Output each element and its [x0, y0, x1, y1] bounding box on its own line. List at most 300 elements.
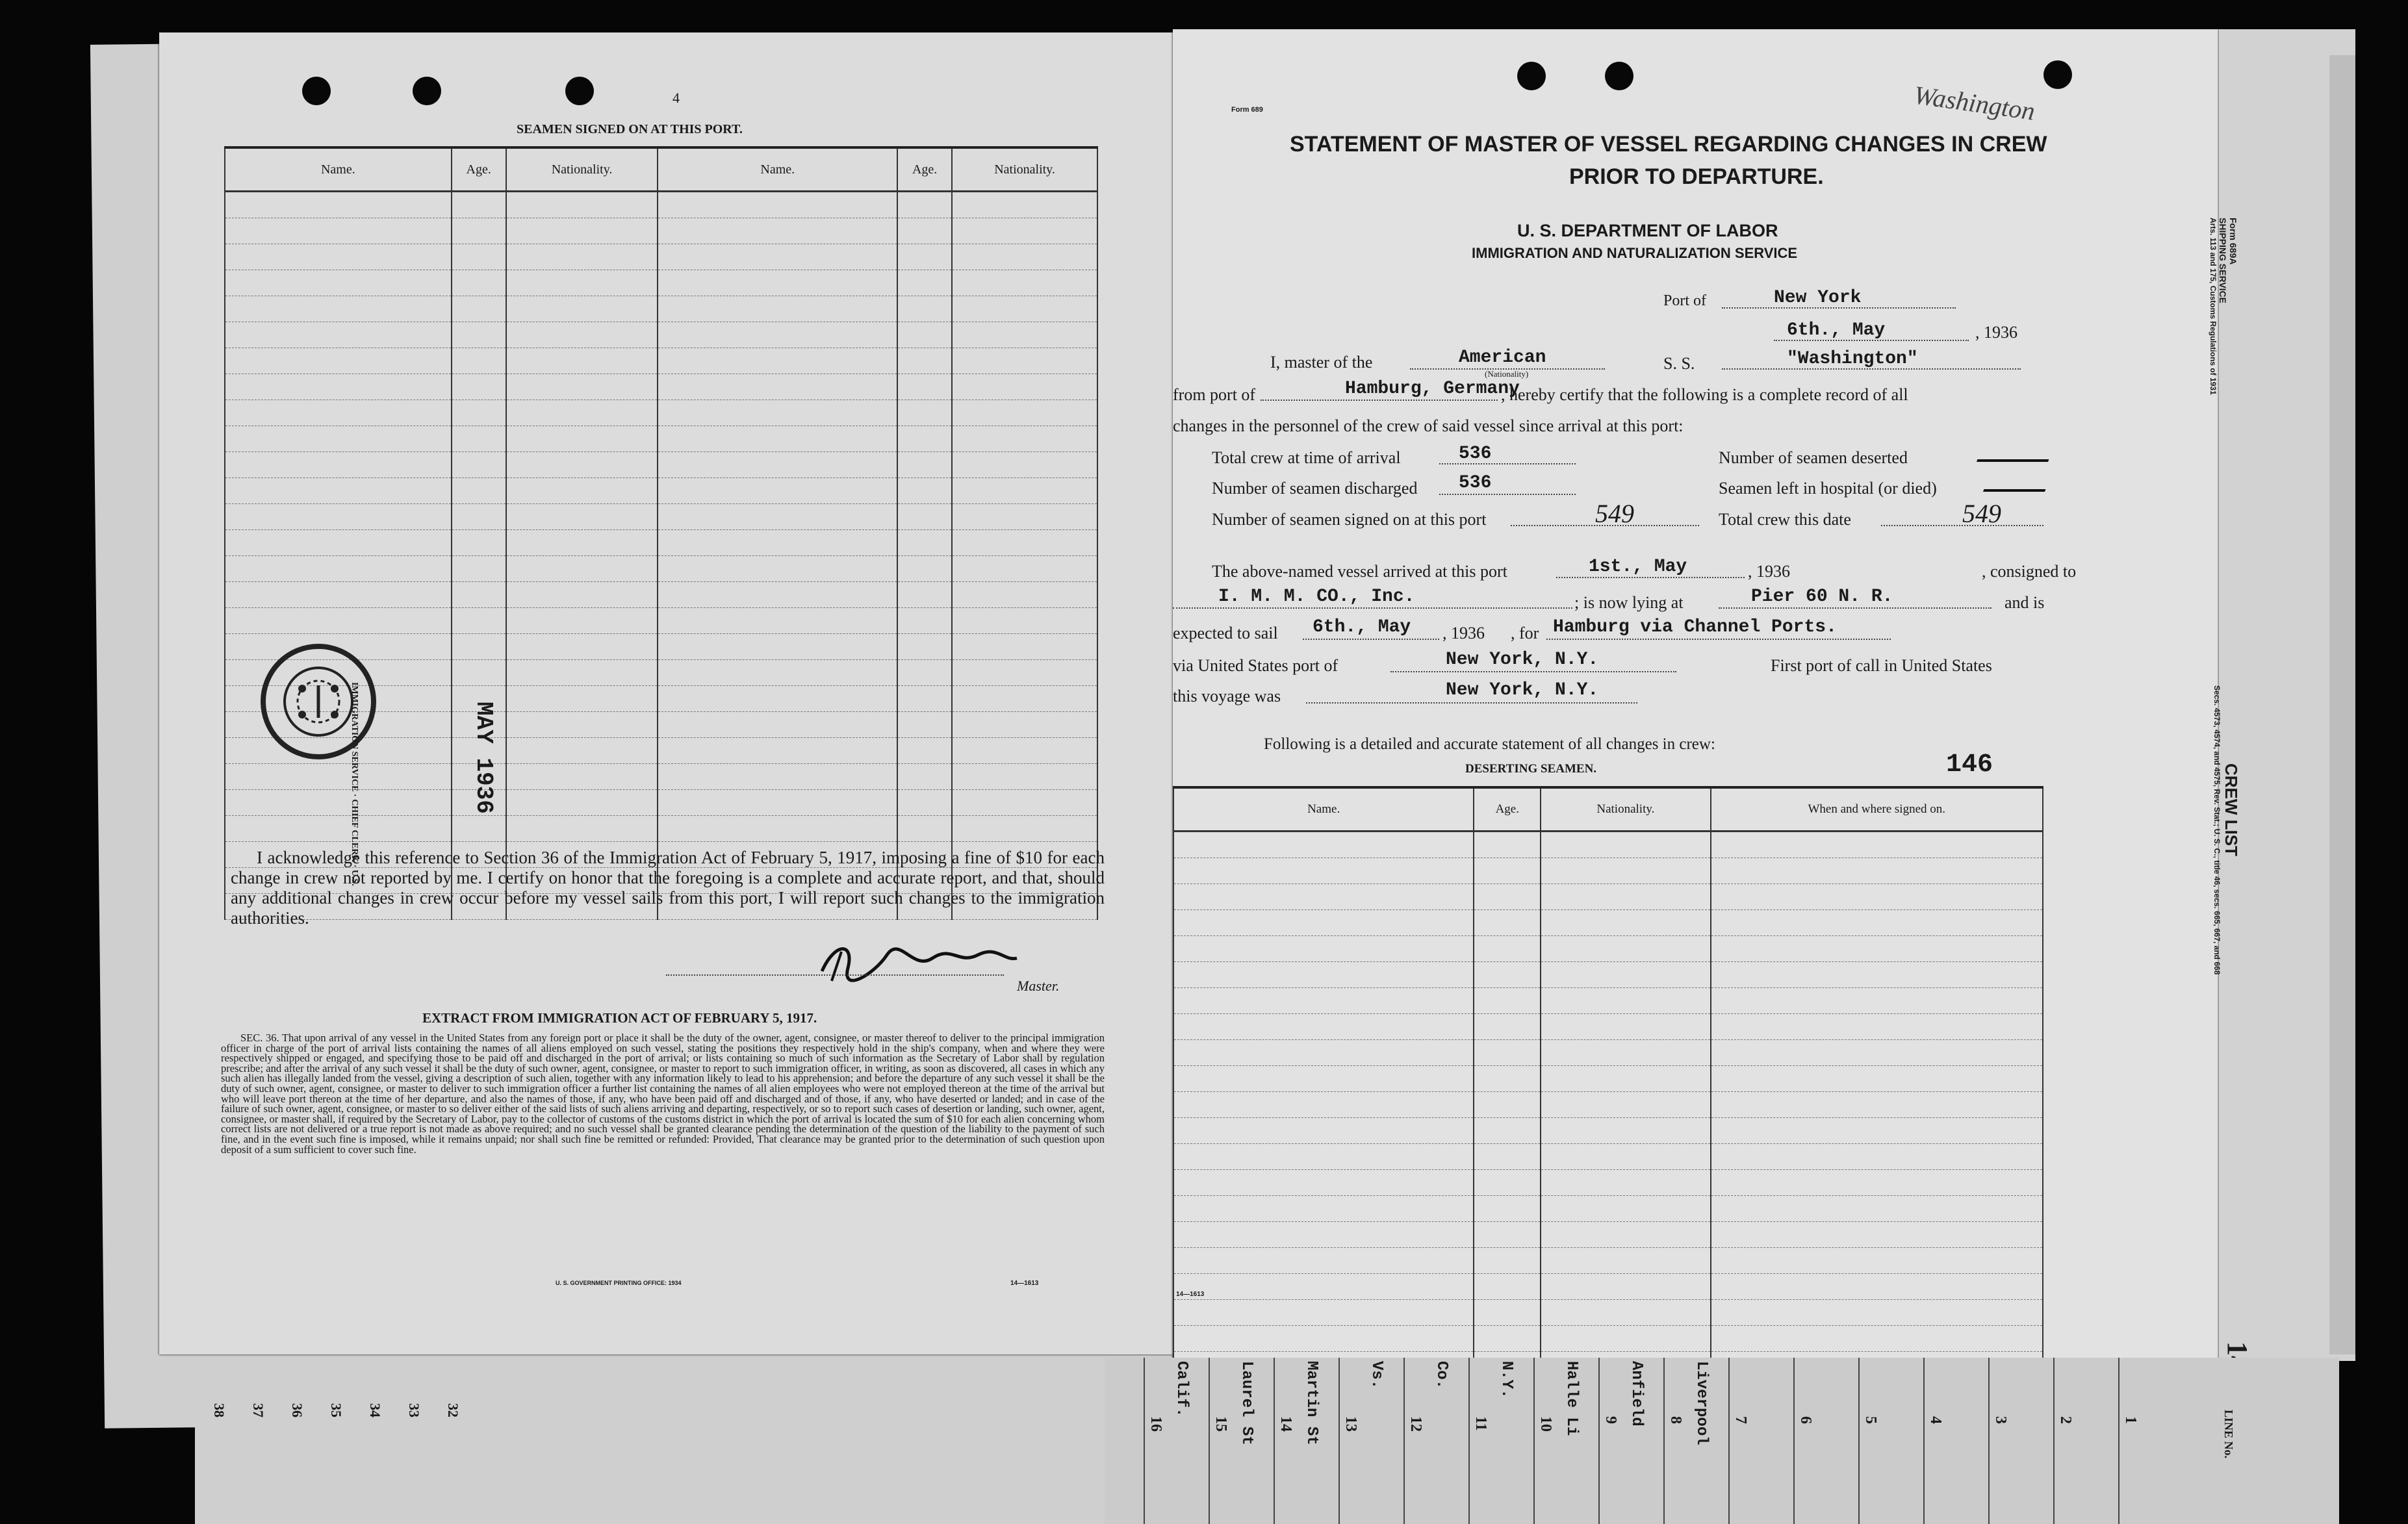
table-cell: [658, 530, 897, 556]
sail-date: 6th., May: [1313, 617, 1411, 637]
table-row: [1173, 1014, 2043, 1040]
table-cell: [1711, 1222, 2043, 1248]
table-cell: [1474, 858, 1541, 884]
table-cell: [658, 634, 897, 660]
table-cell: [452, 218, 506, 244]
total-crew-arrival-label: Total crew at time of arrival: [1212, 448, 1401, 467]
table-cell: [225, 504, 452, 530]
consignee-value: I. M. M. CO., Inc.: [1218, 587, 1415, 607]
table-cell: [452, 608, 506, 634]
table-cell: [658, 478, 897, 504]
title-line-1: STATEMENT OF MASTER OF VESSEL REGARDING CHANGES IN CREW: [1290, 132, 2047, 157]
sections: Secs. 4573, 4574, and 4575, Rev. Stat.; U. S. C., title 46, secs. 665, 667, and 668: [2212, 685, 2222, 975]
changes-text: changes in the personnel of the crew of said vessel since arrival at this port:: [1173, 416, 1684, 435]
table-cell: [1541, 1144, 1710, 1170]
table-cell: [658, 686, 897, 712]
line-number: 4: [1927, 1416, 1944, 1424]
table-cell: [452, 322, 506, 348]
strip-column: [1468, 1358, 1533, 1524]
table-row: [225, 244, 1097, 270]
table-cell: [1474, 1040, 1541, 1066]
table-cell: [952, 244, 1097, 270]
table-cell: [1541, 1222, 1710, 1248]
table-cell: [658, 504, 897, 530]
col-age: Age.: [452, 147, 506, 192]
table-cell: [897, 270, 952, 296]
table-cell: [1711, 1092, 2043, 1118]
table-row: [225, 504, 1097, 530]
service: IMMIGRATION AND NATURALIZATION SERVICE: [1472, 245, 1798, 261]
table-cell: [1173, 1274, 1474, 1300]
col-signed-on: When and where signed on.: [1711, 787, 2043, 832]
table-cell: [1474, 1144, 1541, 1170]
table-cell: [1711, 1066, 2043, 1092]
table-cell: [1541, 1014, 1710, 1040]
stamp-number: 146: [1946, 750, 1993, 780]
master-of-the: I, master of the: [1270, 353, 1373, 372]
first-call-label: First port of call in United States: [1771, 656, 1992, 675]
line-number: 5: [1862, 1416, 1879, 1424]
table-cell: [658, 400, 897, 426]
underlying-crew-list: [1105, 1358, 2339, 1524]
line-number: 10: [1537, 1416, 1554, 1432]
year-prefix: , 1936: [1975, 323, 2017, 342]
table-row: [225, 270, 1097, 296]
line-number: 38: [211, 1403, 227, 1417]
col-nationality: Nationality.: [506, 147, 658, 192]
table-cell: [1711, 1326, 2043, 1352]
table-row: [1173, 1040, 2043, 1066]
table-cell: [225, 452, 452, 478]
lying-value: Pier 60 N. R.: [1751, 587, 1893, 607]
line-label: LINE No.: [2222, 1410, 2235, 1459]
table-row: [225, 296, 1097, 322]
line-number: 8: [1667, 1416, 1684, 1424]
col-nationality: Nationality.: [952, 147, 1097, 192]
table-cell: [1541, 1196, 1710, 1222]
table-cell: [452, 556, 506, 582]
table-cell: [952, 790, 1097, 816]
table-cell: [225, 556, 452, 582]
table-cell: [506, 400, 658, 426]
table-cell: [658, 738, 897, 764]
table-cell: [1541, 1170, 1710, 1196]
table-cell: [506, 530, 658, 556]
table-row: [1173, 988, 2043, 1014]
table-cell: [658, 660, 897, 686]
table-cell: [1474, 1222, 1541, 1248]
table-cell: [658, 608, 897, 634]
line-number: 16: [1147, 1416, 1164, 1432]
table-cell: [452, 478, 506, 504]
table-cell: [225, 816, 452, 842]
table-cell: [1711, 1118, 2043, 1144]
strip-column: [1663, 1358, 1728, 1524]
table-cell: [506, 322, 658, 348]
line-number: 36: [289, 1403, 305, 1417]
table-cell: [452, 660, 506, 686]
table-cell: [1474, 910, 1541, 936]
table-cell: [1711, 1248, 2043, 1274]
table-cell: [452, 270, 506, 296]
table-row: [1173, 962, 2043, 988]
table-cell: [506, 426, 658, 452]
table-cell: [452, 582, 506, 608]
table-cell: [897, 452, 952, 478]
table-cell: [658, 296, 897, 322]
arrived-year: , 1936: [1748, 562, 1790, 581]
table-cell: [658, 192, 897, 218]
table-cell: [506, 582, 658, 608]
table-cell: [506, 348, 658, 374]
table-cell: [952, 530, 1097, 556]
hospital-dash: [1983, 463, 2055, 492]
table-cell: [658, 270, 897, 296]
table-cell: [897, 296, 952, 322]
right-page: [1173, 29, 2219, 1361]
table-cell: [1711, 988, 2043, 1014]
punch-hole: [2043, 60, 2072, 89]
partial-entry: Co.: [1433, 1361, 1450, 1390]
table-row: [1173, 1066, 2043, 1092]
extract-text: SEC. 36. That upon arrival of any vessel in the United States from any foreign port or place it shall be the duty of the owner, agent, consignee, or master thereof to deliver to the principal immigration officer in charge of the port of arrival lists containing the names of all aliens employed on such vessel, stating the positions they respectively hold in the ship's company, when and where they were respectively shipped or engaged, and specifying those to be paid off and discharged in the port of arrival; or lists containing so much of such information as the Secretary of Labor shall by regulation prescribe; and after the arrival of any such vessel it shall be the duty of such owner, agent, consignee, or master to report to such immigration officer, in writing, as soon as discovered, all cases in which any such alien has illegally landed from the vessel, giving a description of such alien, together with any information likely to lead to his apprehension; and before the departure of any such vessel it shall be the duty of such owner, agent, consignee, or master to deliver to such immigration officer a further list containing the names of all alien employees who were not employed thereon at the time of the arrival but who will leave port thereon at the time of her departure, and also the names of those, if any, who have been paid off and discharged and of those, if any, who have deserted or landed; and in case of the failure of such owner, agent, consignee, or master to so deliver either of the said lists of such aliens arriving and departing, respectively, or so to report such cases of desertion or landing, such owner, agent, consignee, or master shall, if required by the Secretary of Labor, pay to the collector of customs of the customs district in which the port of arrival is located the sum of $10 for each alien concerning whom correct lists are not delivered or a true report is not made as above required; and no such vessel shall be granted clearance pending the determination of the question of the liability to the payment of such fine, and in the event such fine is imposed, while it remains unpaid; nor shall such fine be remitted or refunded: Provided, That clearance may be granted prior to the determination of such question upon deposit of a sum sufficient to cover such fine.: [221, 1032, 1105, 1156]
table-row: [1173, 1170, 2043, 1196]
table-cell: [897, 582, 952, 608]
table-cell: [506, 764, 658, 790]
line-number: 15: [1212, 1416, 1229, 1432]
table-cell: [452, 504, 506, 530]
table-cell: [1474, 884, 1541, 910]
table-cell: [952, 192, 1097, 218]
table-cell: [658, 764, 897, 790]
table-cell: [1711, 858, 2043, 884]
table-cell: [452, 192, 506, 218]
table-cell: [658, 374, 897, 400]
table-cell: [658, 426, 897, 452]
table-cell: [506, 790, 658, 816]
form-ref: Form 689A: [2228, 218, 2238, 265]
title-line-2: PRIOR TO DEPARTURE.: [1569, 164, 1824, 189]
table-cell: [506, 712, 658, 738]
table-cell: [225, 348, 452, 374]
punch-hole: [302, 77, 331, 105]
table-cell: [952, 400, 1097, 426]
table-cell: [897, 738, 952, 764]
table-cell: [506, 374, 658, 400]
table-row: [1173, 1118, 2043, 1144]
table-cell: [452, 426, 506, 452]
table-cell: [897, 192, 952, 218]
table-cell: [897, 426, 952, 452]
table-cell: [897, 686, 952, 712]
table-cell: [1541, 1248, 1710, 1274]
form-code: 14—1613: [1010, 1280, 1039, 1287]
table-cell: [897, 530, 952, 556]
voyage-value: New York, N.Y.: [1446, 680, 1599, 700]
table-cell: [225, 426, 452, 452]
strip-column: [2118, 1358, 2183, 1524]
table-cell: [225, 296, 452, 322]
table-cell: [452, 348, 506, 374]
table-cell: [1711, 1014, 2043, 1040]
signature-line: [666, 974, 1004, 976]
table-cell: [506, 660, 658, 686]
table-cell: [897, 712, 952, 738]
col-name: Name.: [225, 147, 452, 192]
table-cell: [952, 660, 1097, 686]
table-cell: [1173, 1066, 1474, 1092]
table-cell: [1474, 1092, 1541, 1118]
table-cell: [1541, 1118, 1710, 1144]
line-number: 33: [406, 1403, 422, 1417]
acknowledgement-text: I acknowledge this reference to Section 36 of the Immigration Act of February 5, 1917, imposing a fine of $10 for each change in crew not reported by me. I certify on honor that the foregoing is a complete and accurate report, and that, should any additional changes in crew occur before my vessel sails from this port, I will report such changes to the immigration authorities.: [231, 848, 1105, 928]
line-number: 3: [1992, 1416, 2009, 1424]
table-cell: [1173, 1222, 1474, 1248]
strip-column: [1338, 1358, 1403, 1524]
col-age: Age.: [897, 147, 952, 192]
table-row: [225, 218, 1097, 244]
partial-entry: Liverpool: [1693, 1361, 1710, 1445]
form-code: 14—1613: [1176, 1291, 1205, 1298]
table-cell: [1173, 1092, 1474, 1118]
table-cell: [952, 452, 1097, 478]
discharged-label: Number of seamen discharged: [1212, 479, 1418, 498]
table-cell: [452, 296, 506, 322]
table-cell: [952, 322, 1097, 348]
table-cell: [952, 348, 1097, 374]
table-cell: [1173, 832, 1474, 858]
table-cell: [658, 218, 897, 244]
table-cell: [452, 816, 506, 842]
table-cell: [1711, 910, 2043, 936]
table-cell: [506, 452, 658, 478]
strip-column: [1858, 1358, 1923, 1524]
table-cell: [1541, 1326, 1710, 1352]
table-cell: [952, 478, 1097, 504]
table-cell: [952, 582, 1097, 608]
table-cell: [1173, 1196, 1474, 1222]
table-cell: [506, 218, 658, 244]
for-label: , for: [1511, 624, 1539, 642]
table-cell: [1711, 1300, 2043, 1326]
discharged-value: 536: [1459, 473, 1492, 493]
deserted-label: Number of seamen deserted: [1719, 448, 1908, 467]
table-cell: [952, 270, 1097, 296]
table-cell: [897, 816, 952, 842]
master-signature: [802, 935, 1023, 987]
col-age: Age.: [1474, 787, 1541, 832]
stamp-ring-text: IMMIGRATION SERVICE · CHIEF CLERK · U.S.: [350, 682, 359, 886]
table-cell: [506, 608, 658, 634]
nationality-value: American: [1459, 348, 1546, 368]
table-cell: [952, 556, 1097, 582]
line-number: 13: [1342, 1416, 1359, 1432]
partial-entry: Anfield: [1628, 1361, 1645, 1427]
via-label: via United States port of: [1173, 656, 1338, 675]
table-cell: [1711, 1170, 2043, 1196]
table-cell: [952, 686, 1097, 712]
table-cell: [658, 322, 897, 348]
table-cell: [1474, 936, 1541, 962]
section-title: SEAMEN SIGNED ON AT THIS PORT.: [517, 122, 743, 136]
table-cell: [952, 738, 1097, 764]
line-number: 14: [1277, 1416, 1294, 1432]
table-cell: [1474, 1066, 1541, 1092]
strip-column: [1598, 1358, 1663, 1524]
table-cell: [225, 400, 452, 426]
table-cell: [506, 478, 658, 504]
strip-column: [1274, 1358, 1338, 1524]
table-cell: [1541, 858, 1710, 884]
table-cell: [1474, 1118, 1541, 1144]
table-cell: [452, 634, 506, 660]
table-cell: [1541, 1092, 1710, 1118]
table-cell: [506, 244, 658, 270]
table-row: [225, 530, 1097, 556]
side-margin: [2209, 29, 2355, 1361]
table-cell: [1173, 936, 1474, 962]
strip-column: [1403, 1358, 1468, 1524]
table-cell: [1711, 1040, 2043, 1066]
table-cell: [897, 556, 952, 582]
table-cell: [506, 816, 658, 842]
certify-text: , hereby certify that the following is a complete record of all: [1501, 385, 1908, 404]
table-cell: [897, 608, 952, 634]
total-crew-date-value: 549: [1962, 499, 2001, 528]
table-cell: [658, 348, 897, 374]
punch-hole: [1517, 62, 1546, 90]
table-cell: [952, 504, 1097, 530]
table-cell: [452, 244, 506, 270]
table-row: [1173, 1144, 2043, 1170]
table-cell: [897, 374, 952, 400]
strip-column: [2053, 1358, 2118, 1524]
table-cell: [897, 504, 952, 530]
table-cell: [658, 452, 897, 478]
table-cell: [952, 218, 1097, 244]
form-label: Form 689: [1231, 106, 1263, 114]
table-row: [1173, 884, 2043, 910]
table-cell: [506, 270, 658, 296]
lying-label: ; is now lying at: [1574, 593, 1684, 612]
total-crew-date-label: Total crew this date: [1719, 510, 1851, 529]
table-cell: [1711, 936, 2043, 962]
total-crew-arrival-value: 536: [1459, 444, 1492, 464]
table-row: [1173, 1092, 2043, 1118]
shipping-service: SHIPPING SERVICE: [2218, 218, 2228, 304]
table-cell: [1173, 962, 1474, 988]
handwritten-corner: Washington: [1912, 80, 2037, 126]
table-cell: [225, 374, 452, 400]
via-value: New York, N.Y.: [1446, 650, 1599, 670]
col-name: Name.: [1173, 787, 1474, 832]
following-text: Following is a detailed and accurate statement of all changes in crew:: [1264, 735, 1715, 753]
table-row: [225, 582, 1097, 608]
table-cell: [1173, 910, 1474, 936]
table-row: [225, 192, 1097, 218]
table-row: [1173, 936, 2043, 962]
partial-entry: Halle Li: [1563, 1361, 1580, 1436]
arrived-value: 1st., May: [1589, 557, 1687, 577]
line-number: 9: [1602, 1416, 1619, 1424]
deserting-title: DESERTING SEAMEN.: [1465, 762, 1597, 776]
punch-hole: [413, 77, 441, 105]
strip-column: [1988, 1358, 2053, 1524]
table-cell: [658, 790, 897, 816]
line-number: 6: [1797, 1416, 1814, 1424]
table-cell: [1711, 962, 2043, 988]
table-cell: [225, 790, 452, 816]
line-number: 35: [328, 1403, 344, 1417]
table-cell: [1541, 832, 1710, 858]
table-cell: [1474, 1248, 1541, 1274]
table-cell: [225, 530, 452, 556]
table-cell: [1474, 962, 1541, 988]
port-value: New York: [1774, 288, 1862, 308]
printer-line: U. S. GOVERNMENT PRINTING OFFICE: 1934: [556, 1280, 682, 1286]
line-number: 12: [1407, 1416, 1424, 1432]
table-row: [225, 556, 1097, 582]
strip-column: [1144, 1358, 1209, 1524]
table-cell: [1173, 858, 1474, 884]
table-cell: [452, 452, 506, 478]
table-cell: [897, 478, 952, 504]
table-cell: [1173, 1248, 1474, 1274]
table-cell: [1541, 962, 1710, 988]
table-cell: [897, 634, 952, 660]
signed-on-value: 549: [1595, 499, 1634, 528]
table-cell: [952, 608, 1097, 634]
table-cell: [658, 712, 897, 738]
table-cell: [1474, 832, 1541, 858]
strip-column: [1728, 1358, 1793, 1524]
deserted-dash: [1977, 433, 2058, 462]
table-cell: [897, 244, 952, 270]
table-row: [1173, 1248, 2043, 1274]
date-value: 6th., May: [1787, 320, 1886, 340]
table-cell: [506, 686, 658, 712]
table-row: [1173, 910, 2043, 936]
table-cell: [658, 816, 897, 842]
table-cell: [1711, 884, 2043, 910]
table-cell: [1474, 1300, 1541, 1326]
strip-column: [1793, 1358, 1858, 1524]
table-cell: [225, 270, 452, 296]
table-cell: [952, 764, 1097, 790]
table-cell: [1711, 1196, 2043, 1222]
table-row: [1173, 1196, 2043, 1222]
deserting-table: [1173, 786, 2043, 1378]
consigned-label: , consigned to: [1982, 562, 2077, 581]
table-cell: [225, 244, 452, 270]
table-cell: [452, 400, 506, 426]
signed-on-label: Number of seamen signed on at this port: [1212, 510, 1487, 529]
table-row: [1173, 1222, 2043, 1248]
table-cell: [1173, 1300, 1474, 1326]
punch-hole: [1605, 62, 1633, 90]
table-row: [225, 478, 1097, 504]
left-page: [159, 32, 1173, 1354]
department: U. S. DEPARTMENT OF LABOR: [1517, 221, 1778, 240]
table-cell: [1474, 1274, 1541, 1300]
strip-column: [1923, 1358, 1988, 1524]
table-cell: [506, 296, 658, 322]
table-cell: [897, 400, 952, 426]
table-cell: [658, 582, 897, 608]
line-number: 34: [367, 1403, 383, 1417]
punch-hole: [565, 77, 594, 105]
table-cell: [897, 348, 952, 374]
